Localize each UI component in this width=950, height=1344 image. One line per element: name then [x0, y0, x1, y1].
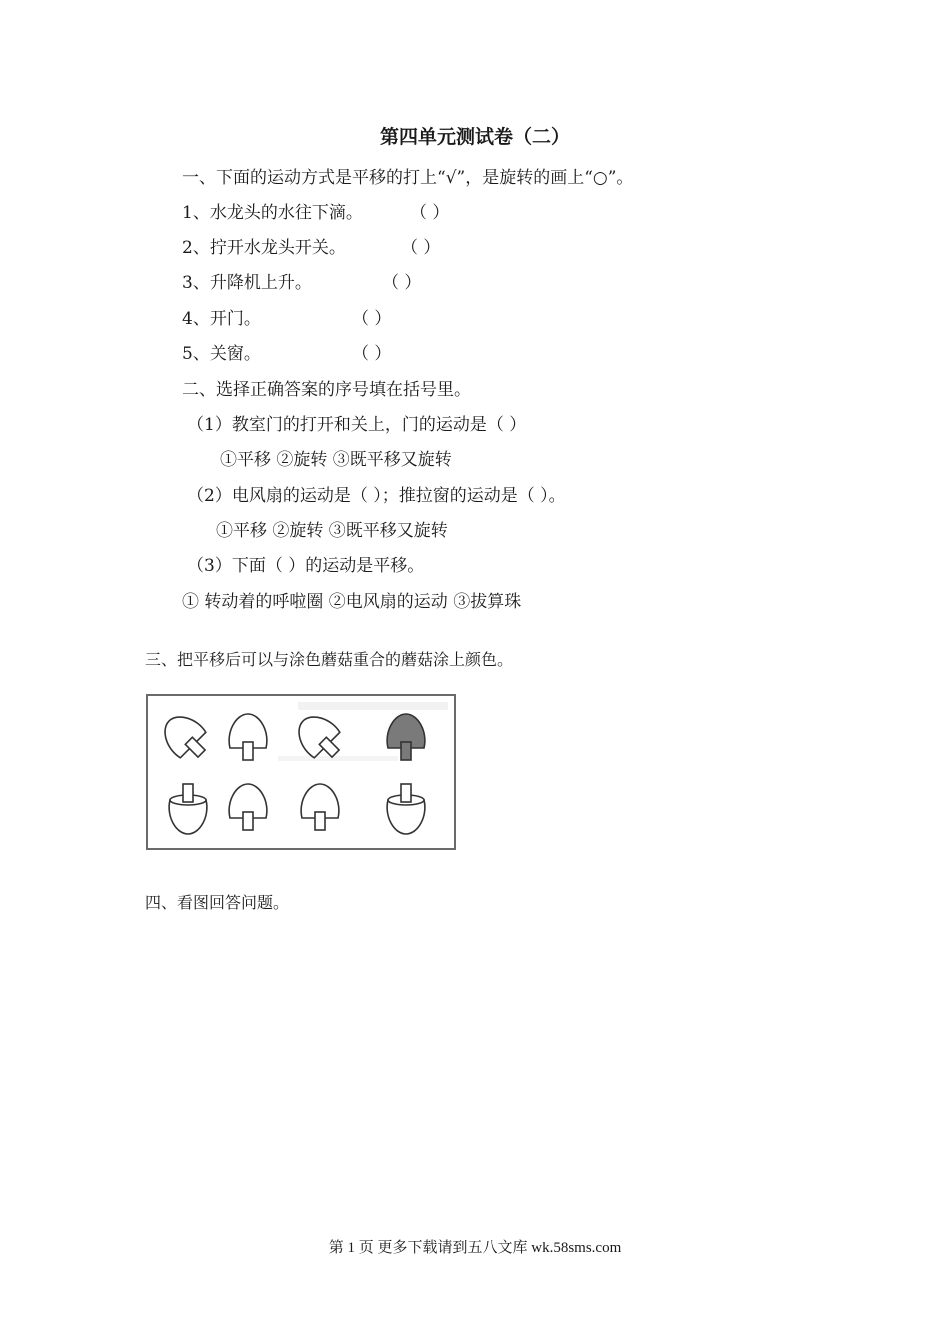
- question-1-text: 1、水龙头的水往下滴。: [182, 203, 363, 223]
- mushroom-shaded: [387, 714, 425, 760]
- choice-question-2-options: ①平移 ②旋转 ③既平移又旋转: [216, 521, 448, 541]
- section4-heading: 四、看图回答问题。: [145, 893, 290, 912]
- mushroom-upright-3[interactable]: [301, 784, 339, 830]
- page-title: 第四单元测试卷（二）: [379, 126, 570, 148]
- question-4-text: 4、开门。: [182, 309, 261, 329]
- choice-question-3: （3）下面（ ）的运动是平移。: [187, 556, 425, 576]
- question-4-blank[interactable]: （ ）: [352, 309, 392, 329]
- mushroom-grid-svg: [148, 696, 454, 848]
- choice-question-1: （1）教室门的打开和关上，门的运动是（ ）: [187, 415, 527, 435]
- choice-question-3-options: ① 转动着的呼啦圈 ②电风扇的运动 ③拔算珠: [182, 592, 522, 612]
- mushroom-upright-2[interactable]: [229, 784, 267, 830]
- section3-heading: 三、把平移后可以与涂色蘑菇重合的蘑菇涂上颜色。: [145, 650, 514, 669]
- section2-heading: 二、选择正确答案的序号填在括号里。: [182, 380, 471, 400]
- question-5-blank[interactable]: （ ）: [352, 344, 392, 364]
- section1-heading: 一、下面的运动方式是平移的打上“√”，是旋转的画上“○”。: [182, 168, 634, 188]
- mushroom-flipped-2[interactable]: [387, 784, 425, 834]
- question-5-text: 5、关窗。: [182, 344, 261, 364]
- choice-question-1-options: ①平移 ②旋转 ③既平移又旋转: [220, 450, 452, 470]
- question-3-text: 3、升降机上升。: [182, 273, 312, 293]
- mushroom-tilted-1[interactable]: [156, 708, 215, 767]
- mushroom-upright-1[interactable]: [229, 714, 267, 760]
- mushroom-figure: [146, 694, 456, 850]
- page-footer: 第 1 页 更多下载请到五八文库 wk.58sms.com: [328, 1240, 622, 1256]
- mushroom-flipped-1[interactable]: [169, 784, 207, 834]
- choice-question-2: （2）电风扇的运动是（ ）；推拉窗的运动是（ ）。: [187, 486, 566, 506]
- question-1-blank[interactable]: （ ）: [410, 203, 450, 223]
- question-2-blank[interactable]: （ ）: [401, 238, 441, 258]
- question-2-text: 2、拧开水龙头开关。: [182, 238, 346, 258]
- question-3-blank[interactable]: （ ）: [382, 273, 422, 293]
